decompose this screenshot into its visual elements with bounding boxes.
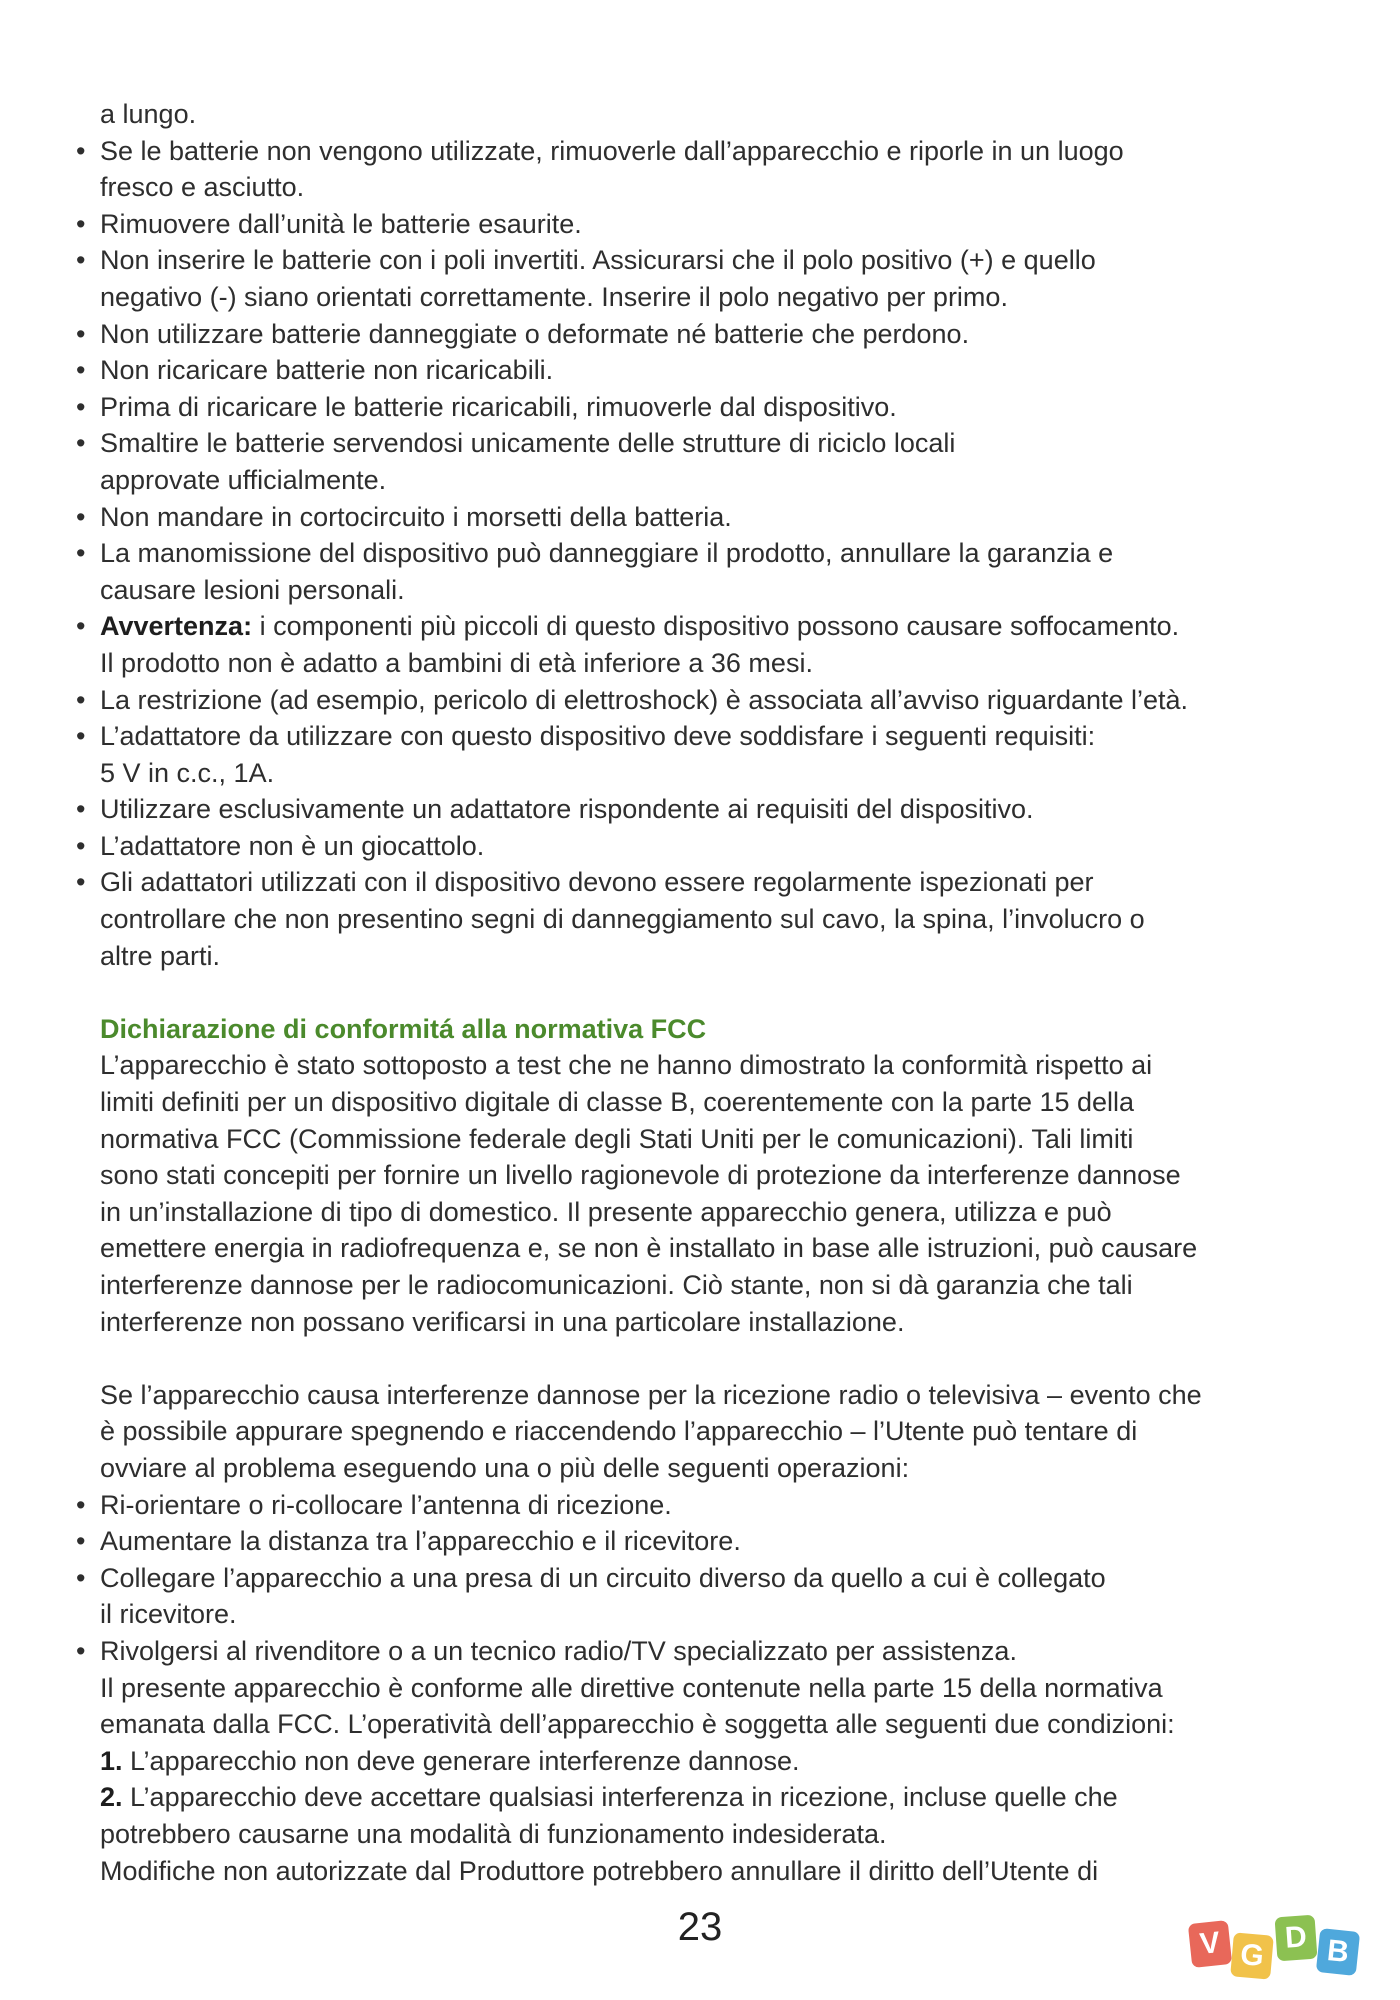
section-heading: Dichiarazione di conformitá alla normativa FCC <box>100 1013 707 1044</box>
paragraph-line: Se l’apparecchio causa interferenze dannose per la ricezione radio o televisiva – evento che <box>100 1379 1202 1410</box>
paragraph-line: interferenze non possano verificarsi in una particolare installazione. <box>100 1306 905 1337</box>
page-number: 23 <box>677 1905 723 1949</box>
spacer <box>76 1340 1306 1377</box>
text-line: 5 V in c.c., 1A. <box>100 757 275 788</box>
condition-number: 1. <box>100 1745 123 1776</box>
bullet-item: • Gli adattatori utilizzati con il dispositivo devono essere regolarmente ispezionati per <box>76 864 1306 901</box>
paragraph-line: sono stati concepiti per fornire un livello ragionevole di protezione da interferenze dannose <box>100 1160 1181 1191</box>
bullet-item: • La manomissione del dispositivo può danneggiare il prodotto, annullare la garanzia e <box>76 535 1306 572</box>
paragraph-line: ovviare al problema eseguendo una o più delle seguenti operazioni: <box>100 1452 910 1483</box>
paragraph-line: Modifiche non autorizzate dal Produttore potrebbero annullare il diritto dell’Utente di <box>100 1855 1099 1886</box>
bullet-item: • Non inserire le batterie con i poli invertiti. Assicurarsi che il polo positivo (+) e quello <box>76 242 1306 279</box>
bullet-item: • Smaltire le batterie servendosi unicamente delle strutture di riciclo locali <box>76 425 1306 462</box>
paragraph-line: emanata dalla FCC. L’operatività dell’apparecchio è soggetta alle seguenti due condizioni: <box>100 1709 1175 1740</box>
vgdb-watermark-logo <box>1190 1910 1365 1990</box>
bullet-item: • Prima di ricaricare le batterie ricaricabili, rimuoverle dal dispositivo. <box>76 389 1306 426</box>
logo-tile-v: V <box>1188 1920 1232 1968</box>
condition-number: 2. <box>100 1782 123 1813</box>
bullet-item: • Aumentare la distanza tra l’apparecchio e il ricevitore. <box>76 1523 1306 1560</box>
condition-item: 2. L’apparecchio deve accettare qualsiasi interferenza in ricezione, incluse quelle che <box>100 1782 1118 1813</box>
text-line: causare lesioni personali. <box>100 574 405 605</box>
paragraph-line: normativa FCC (Commissione federale degli Stati Uniti per le comunicazioni). Tali limiti <box>100 1123 1134 1154</box>
bullet-item: • Collegare l’apparecchio a una presa di un circuito diverso da quello a cui è collegato <box>76 1560 1306 1597</box>
bullet-item: • Utilizzare esclusivamente un adattatore rispondente ai requisiti del dispositivo. <box>76 791 1306 828</box>
text-line: il ricevitore. <box>100 1599 237 1630</box>
bullet-item: • Ri-orientare o ri-collocare l’antenna di ricezione. <box>76 1487 1306 1524</box>
paragraph-line: potrebbero causarne una modalità di funzionamento indesiderata. <box>100 1818 887 1849</box>
logo-tile-d: D <box>1275 1915 1318 1962</box>
text-line: approvate ufficialmente. <box>100 464 387 495</box>
logo-tile-b: B <box>1316 1928 1360 1976</box>
bullet-item: • Non ricaricare batterie non ricaricabili. <box>76 352 1306 389</box>
bullet-item: • La restrizione (ad esempio, pericolo di elettroshock) è associata all’avviso riguardante l’età. <box>76 682 1306 719</box>
text-line: Il prodotto non è adatto a bambini di età inferiore a 36 mesi. <box>100 647 813 678</box>
text-line: controllare che non presentino segni di danneggiamento sul cavo, la spina, l’involucro o <box>100 904 1145 935</box>
spacer <box>76 974 1306 1011</box>
bullet-item: • L’adattatore da utilizzare con questo dispositivo deve soddisfare i seguenti requisiti: <box>76 718 1306 755</box>
bullet-item: • Rivolgersi al rivenditore o a un tecnico radio/TV specializzato per assistenza. <box>76 1633 1306 1670</box>
paragraph-line: interferenze dannose per le radiocomunicazioni. Ciò stante, non si dà garanzia che tali <box>100 1270 1133 1300</box>
warning-label: Avvertenza: <box>100 611 253 642</box>
paragraph-line: limiti definiti per un dispositivo digitale di classe B, coerentemente con la parte 15 della <box>100 1087 1135 1118</box>
condition-item: 1. L’apparecchio non deve generare interferenze dannose. <box>100 1745 800 1776</box>
bullet-item: • Rimuovere dall’unità le batterie esaurite. <box>76 206 1306 243</box>
text-line: fresco e asciutto. <box>100 172 305 203</box>
text-line: a lungo. <box>100 99 197 129</box>
paragraph-line: emettere energia in radiofrequenza e, se non è installato in base alle istruzioni, può causare <box>100 1233 1198 1264</box>
page-content <box>76 96 1306 1889</box>
text-line: negativo (-) siano orientati correttamente. Inserire il polo negativo per primo. <box>100 281 1008 312</box>
paragraph-line: in un’installazione di tipo di domestico. Il presente apparecchio genera, utilizza e può <box>100 1196 1112 1227</box>
bullet-item: • Se le batterie non vengono utilizzate, rimuoverle dall’apparecchio e riporle in un luogo <box>76 133 1306 170</box>
paragraph-line: è possibile appurare spegnendo e riaccendendo l’apparecchio – l’Utente può tentare di <box>100 1416 1138 1447</box>
paragraph-line: L’apparecchio è stato sottoposto a test che ne hanno dimostrato la conformità rispetto ai <box>100 1050 1153 1081</box>
warning-text: i componenti più piccoli di questo dispositivo possono causare soffocamento. <box>252 611 1180 642</box>
logo-tile-g: G <box>1230 1932 1274 1979</box>
warning-item <box>76 608 1306 645</box>
bullet-item: • Non utilizzare batterie danneggiate o deformate né batterie che perdono. <box>76 316 1306 353</box>
paragraph-line: Il presente apparecchio è conforme alle direttive contenute nella parte 15 della normativa <box>100 1672 1163 1703</box>
bullet-item: • L’adattatore non è un giocattolo. <box>76 828 1306 865</box>
text-line: altre parti. <box>100 940 221 971</box>
bullet-item: • Non mandare in cortocircuito i morsetti della batteria. <box>76 499 1306 536</box>
